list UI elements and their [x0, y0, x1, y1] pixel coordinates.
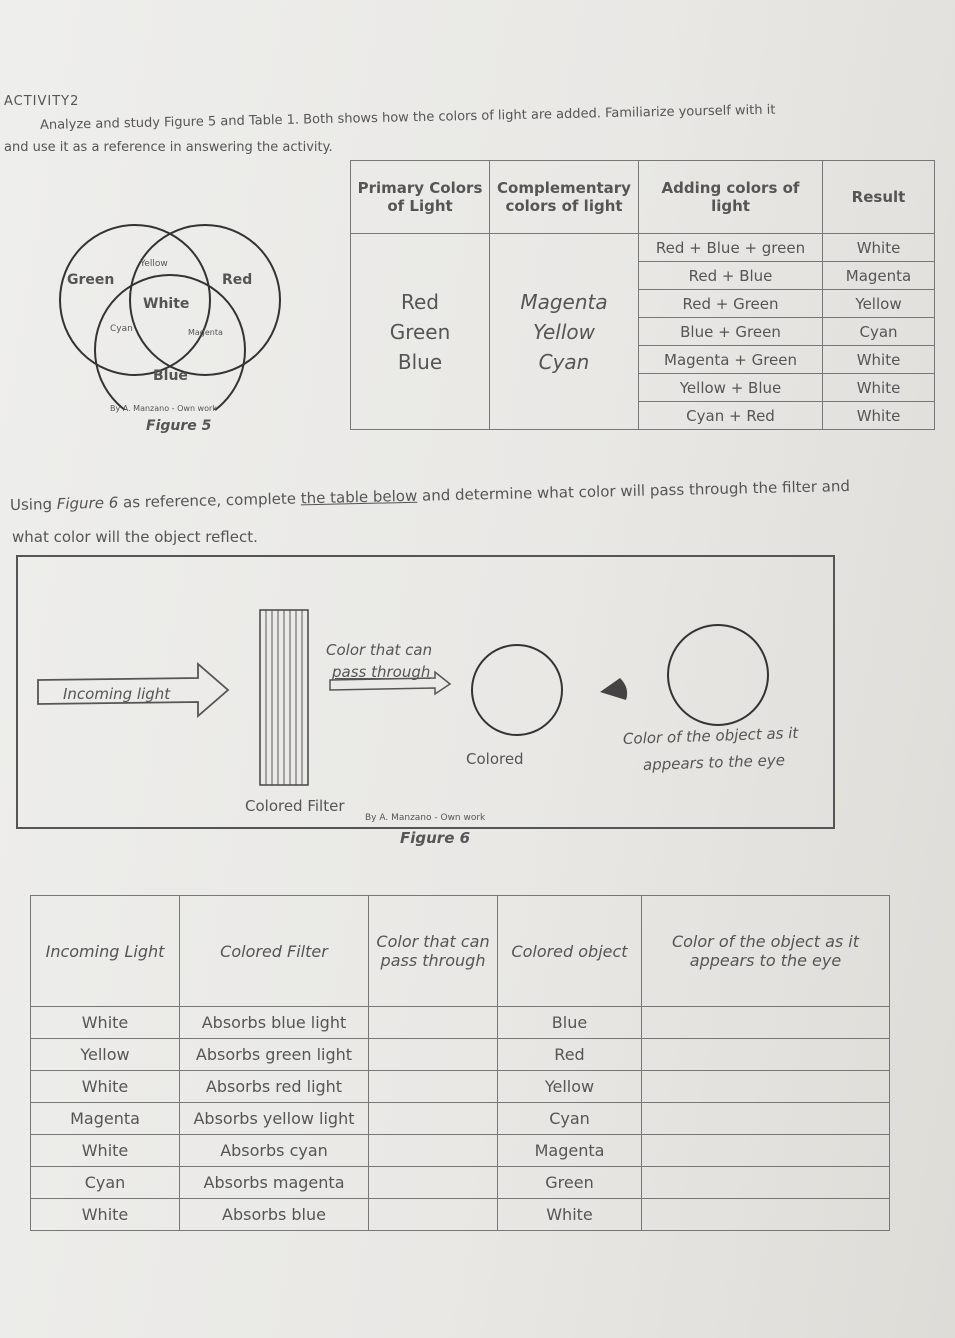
instructions-part-1: Using: [9, 494, 57, 514]
pass-through-label-1: Color that can: [326, 641, 433, 659]
activity-title: ACTIVITY2: [4, 94, 80, 109]
t2-light-3: Magenta: [31, 1103, 180, 1135]
t2-filter-3: Absorbs yellow light: [180, 1103, 369, 1135]
t2-filter-6: Absorbs blue: [180, 1199, 369, 1231]
t2-pass-3[interactable]: [369, 1103, 498, 1135]
t1-header-primary: Primary Colors of Light: [351, 161, 490, 234]
t1-result-0: White: [823, 234, 935, 262]
colored-object-circle: [472, 645, 562, 735]
t1-add-0: Red + Blue + green: [639, 234, 823, 262]
colored-label: Colored: [466, 750, 524, 768]
venn-label-red: Red: [222, 272, 253, 288]
figure5-caption: Figure 5: [146, 418, 212, 434]
t1-header-result: Result: [823, 161, 935, 234]
colored-filter-label: Colored Filter: [245, 797, 345, 815]
intro-line-2: and use it as a reference in answering the activity.: [4, 140, 333, 155]
figure6-caption: Figure 6: [400, 829, 471, 847]
t2-object-6: White: [498, 1199, 642, 1231]
t2-filter-1: Absorbs green light: [180, 1039, 369, 1071]
t2-filter-5: Absorbs magenta: [180, 1167, 369, 1199]
t2-object-4: Magenta: [498, 1135, 642, 1167]
t2-filter-0: Absorbs blue light: [180, 1007, 369, 1039]
eye-icon: [600, 678, 627, 700]
figure5-credit: By A. Manzano - Own work: [110, 404, 217, 413]
t2-appearance-4[interactable]: [642, 1135, 890, 1167]
t2-header-filter: Colored Filter: [180, 896, 369, 1007]
t1-add-3: Blue + Green: [639, 318, 823, 346]
venn-label-yellow: Yellow: [140, 259, 168, 269]
venn-label-white: White: [143, 296, 190, 312]
figure6-credit: By A. Manzano - Own work: [365, 813, 486, 823]
t2-light-1: Yellow: [31, 1039, 180, 1071]
t2-pass-4[interactable]: [369, 1135, 498, 1167]
t1-add-4: Magenta + Green: [639, 346, 823, 374]
table-2: [30, 895, 890, 1231]
venn-label-blue: Blue: [153, 368, 188, 384]
t2-pass-0[interactable]: [369, 1007, 498, 1039]
t2-pass-5[interactable]: [369, 1167, 498, 1199]
t1-comp-magenta: Magenta: [520, 289, 608, 314]
t1-primary-blue: Blue: [397, 349, 443, 374]
t1-result-4: White: [823, 346, 935, 374]
t1-header-complementary: Complementary colors of light: [490, 161, 639, 234]
instructions-underlined: the table below: [300, 486, 418, 508]
appearance-circle: [668, 625, 768, 725]
t2-light-0: White: [31, 1007, 180, 1039]
instructions-part-2: as reference, complete: [118, 489, 301, 512]
t2-light-6: White: [31, 1199, 180, 1231]
t2-header-object: Colored object: [498, 896, 642, 1007]
t1-result-5: White: [823, 374, 935, 402]
t2-appearance-1[interactable]: [642, 1039, 890, 1071]
t2-header-incoming: Incoming Light: [31, 896, 180, 1007]
t2-object-5: Green: [498, 1167, 642, 1199]
t1-comp-yellow: Yellow: [532, 319, 596, 344]
t2-appearance-3[interactable]: [642, 1103, 890, 1135]
t1-result-2: Yellow: [823, 290, 935, 318]
venn-label-green: Green: [67, 272, 115, 288]
t2-header-pass: Color that can pass through: [369, 896, 498, 1007]
t1-primary-red: Red: [401, 289, 439, 314]
t2-filter-2: Absorbs red light: [180, 1071, 369, 1103]
venn-label-cyan: Cyan: [110, 324, 133, 334]
incoming-light-label: Incoming light: [63, 685, 171, 703]
t1-add-2: Red + Green: [639, 290, 823, 318]
t2-pass-1[interactable]: [369, 1039, 498, 1071]
t2-header-appearance: Color of the object as it appears to the eye: [642, 896, 890, 1007]
table-1: [350, 160, 935, 430]
t1-add-6: Cyan + Red: [639, 402, 823, 430]
t2-filter-4: Absorbs cyan: [180, 1135, 369, 1167]
t2-object-3: Cyan: [498, 1103, 642, 1135]
instructions-part-3: and determine what color will pass through the filter and: [417, 476, 851, 505]
object-label-1: Color of the object as it: [622, 723, 799, 748]
t2-appearance-2[interactable]: [642, 1071, 890, 1103]
t1-result-3: Cyan: [823, 318, 935, 346]
t2-appearance-5[interactable]: [642, 1167, 890, 1199]
t2-light-2: White: [31, 1071, 180, 1103]
t1-result-1: Magenta: [823, 262, 935, 290]
t1-add-5: Yellow + Blue: [639, 374, 823, 402]
t2-object-0: Blue: [498, 1007, 642, 1039]
colored-filter-shape: [260, 610, 308, 785]
intro-line-1: Analyze and study Figure 5 and Table 1. Both shows how the colors of light are added. Familiarize yourself with it: [39, 102, 776, 133]
pass-through-label-2: pass through: [332, 663, 431, 681]
object-label-2: appears to the eye: [642, 751, 786, 774]
t1-result-6: White: [823, 402, 935, 430]
instructions-line-2: what color will the object reflect.: [12, 528, 258, 546]
t2-pass-6[interactable]: [369, 1199, 498, 1231]
instructions-figure-ref: Figure 6: [56, 493, 119, 513]
t1-add-1: Red + Blue: [639, 262, 823, 290]
t2-pass-2[interactable]: [369, 1071, 498, 1103]
t2-appearance-6[interactable]: [642, 1199, 890, 1231]
figure6-diagram: [30, 600, 810, 820]
t1-primary-green: Green: [389, 319, 451, 344]
t1-header-adding: Adding colors of light: [639, 161, 823, 234]
t2-appearance-0[interactable]: [642, 1007, 890, 1039]
t2-light-4: White: [31, 1135, 180, 1167]
t2-object-2: Yellow: [498, 1071, 642, 1103]
t1-comp-cyan: Cyan: [538, 349, 590, 374]
venn-label-magenta: Magenta: [188, 328, 223, 337]
t2-object-1: Red: [498, 1039, 642, 1071]
t2-light-5: Cyan: [31, 1167, 180, 1199]
